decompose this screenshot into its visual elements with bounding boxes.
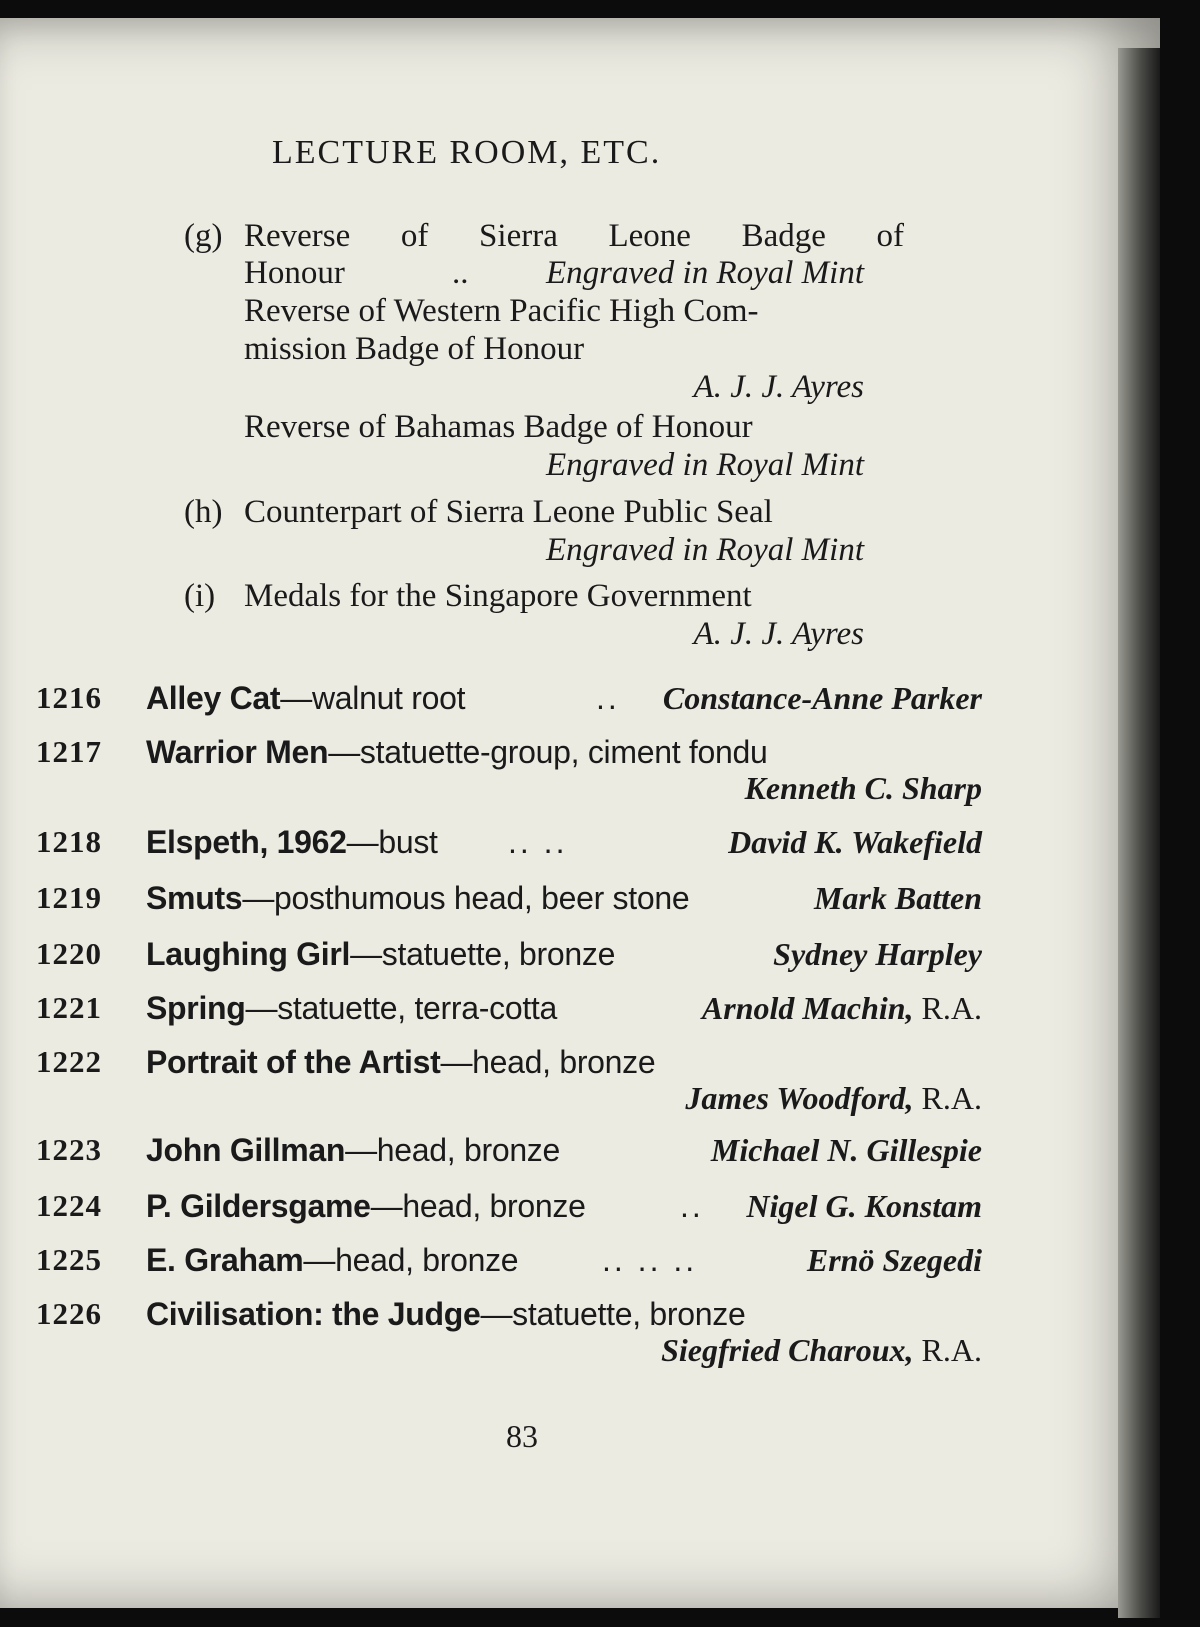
entry-title: Smuts <box>146 880 243 916</box>
entry-title-line <box>146 1242 698 1279</box>
entry-dots: .. <box>680 1188 704 1224</box>
entry-number: 1220 <box>36 936 102 971</box>
entry-title: Warrior Men <box>146 734 329 770</box>
entry-title-line <box>146 824 568 861</box>
entry-description: —statuette-group, ciment fondu <box>328 734 768 770</box>
entry-title-line <box>146 1188 704 1225</box>
entry-dots: .. .. <box>508 824 568 860</box>
entry-number: 1221 <box>36 990 102 1025</box>
subitem-i-line2: A. J. J. Ayres <box>693 616 864 652</box>
entry-title: Spring <box>146 990 246 1026</box>
entry-description: —head, bronze <box>345 1132 561 1168</box>
entry-title: Laughing Girl <box>146 936 351 972</box>
entry-description: —walnut root <box>280 680 466 716</box>
artist-name: Sydney Harpley <box>773 936 982 972</box>
entry-artist <box>814 880 982 917</box>
entry-title: Civilisation: the Judge <box>146 1296 481 1332</box>
artist-name: Constance-Anne Parker <box>662 680 982 716</box>
subitem-h-line1: Counterpart of Sierra Leone Public Seal <box>244 494 773 530</box>
entry-title-line <box>146 1132 560 1169</box>
entry-number: 1224 <box>36 1188 102 1223</box>
entry-title: Alley Cat <box>146 680 281 716</box>
artist-name: Kenneth C. Sharp <box>744 770 982 806</box>
subitem-g-line3: Reverse of Western Pacific High Com- <box>244 293 759 329</box>
subitem-g-line1: Reverse of Sierra Leone Badge of <box>244 218 904 254</box>
entry-artist <box>745 770 982 807</box>
subitem-g-line6: Reverse of Bahamas Badge of Honour <box>244 409 753 445</box>
artist-name: David K. Wakefield <box>728 824 982 860</box>
artist-name: Arnold Machin, <box>701 990 914 1026</box>
entry-number: 1226 <box>36 1296 102 1331</box>
entry-description: —statuette, bronze <box>350 936 616 972</box>
book-spine-shadow <box>1118 48 1160 1618</box>
artist-suffix: R.A. <box>913 1332 982 1368</box>
catalogue-page <box>0 18 1160 1608</box>
subitem-g-line4: mission Badge of Honour <box>244 331 585 367</box>
entry-title-line <box>146 734 767 771</box>
entry-artist <box>746 1188 982 1225</box>
entry-number: 1223 <box>36 1132 102 1167</box>
subitem-g-label: (g) <box>184 218 223 254</box>
entry-dots: .. <box>596 680 620 716</box>
artist-suffix: R.A. <box>913 990 982 1026</box>
entry-dots: .. .. .. <box>602 1242 698 1278</box>
entry-number: 1218 <box>36 824 102 859</box>
entry-number: 1219 <box>36 880 102 915</box>
entry-description: —bust <box>346 824 438 860</box>
artist-name: Ernö Szegedi <box>806 1242 982 1278</box>
entry-title-line <box>146 1044 655 1081</box>
subitem-g-line5: A. J. J. Ayres <box>693 369 864 405</box>
entry-artist <box>663 680 982 717</box>
page-heading: LECTURE ROOM, ETC. <box>272 134 662 171</box>
subitem-h-label: (h) <box>184 494 223 530</box>
entry-title-line <box>146 880 689 917</box>
subitem-i-label: (i) <box>184 578 216 614</box>
page-number: 83 <box>506 1418 538 1454</box>
entry-artist <box>807 1242 982 1279</box>
entry-artist <box>773 936 982 973</box>
entry-title-line <box>146 936 615 973</box>
entry-number: 1217 <box>36 734 102 769</box>
entry-description: —head, bronze <box>370 1188 586 1224</box>
entry-description: —head, bronze <box>440 1044 656 1080</box>
entry-title-line <box>146 990 557 1027</box>
subitem-h-line2: Engraved in Royal Mint <box>545 532 864 568</box>
entry-number: 1216 <box>36 680 102 715</box>
entry-artist <box>702 990 982 1027</box>
entry-title: Portrait of the Artist <box>146 1044 441 1080</box>
entry-artist <box>685 1080 982 1117</box>
entry-title: Elspeth, 1962 <box>146 824 347 860</box>
entry-title: John Gillman <box>146 1132 346 1168</box>
entry-description: —posthumous head, beer stone <box>242 880 690 916</box>
subitem-g-line2a: Honour <box>244 255 345 291</box>
artist-name: James Woodford, <box>685 1080 914 1116</box>
entry-title: P. Gildersgame <box>146 1188 371 1224</box>
entry-artist <box>728 824 982 861</box>
subitem-i-line1: Medals for the Singapore Government <box>244 578 752 614</box>
artist-name: Mark Batten <box>813 880 982 916</box>
entry-artist <box>711 1132 982 1169</box>
entry-description: —head, bronze <box>303 1242 519 1278</box>
entry-number: 1222 <box>36 1044 102 1079</box>
entry-description: —statuette, terra-cotta <box>245 990 557 1026</box>
artist-suffix: R.A. <box>913 1080 982 1116</box>
entry-title-line <box>146 1296 745 1333</box>
entry-number: 1225 <box>36 1242 102 1277</box>
entry-title: E. Graham <box>146 1242 304 1278</box>
entry-description: —statuette, bronze <box>480 1296 746 1332</box>
subitem-g-line7: Engraved in Royal Mint <box>545 447 864 483</box>
subitem-g-line2b: Engraved in Royal Mint <box>545 255 864 291</box>
artist-name: Nigel G. Konstam <box>746 1188 982 1224</box>
entry-title-line <box>146 680 620 717</box>
artist-name: Siegfried Charoux, <box>661 1332 914 1368</box>
subitem-g-line2-dots: .. <box>452 255 469 291</box>
entry-artist <box>661 1332 982 1369</box>
artist-name: Michael N. Gillespie <box>710 1132 982 1168</box>
